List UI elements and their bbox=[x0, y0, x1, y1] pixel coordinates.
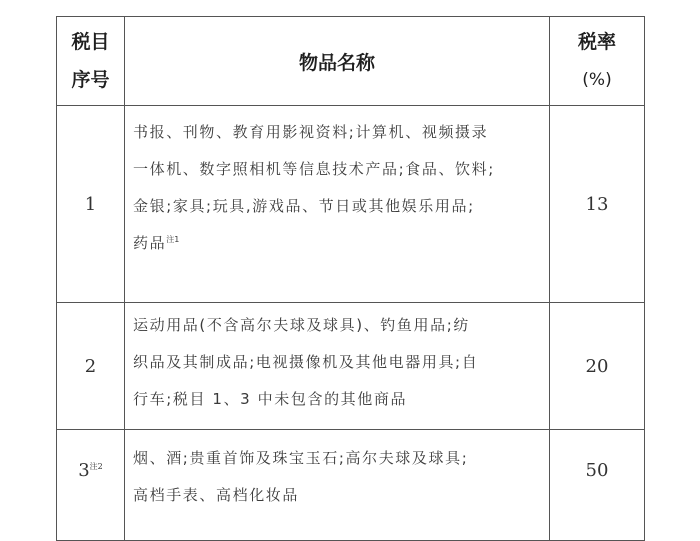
description-line: 高档手表、高档化妆品 bbox=[133, 486, 300, 504]
description-line-last bbox=[133, 225, 541, 262]
row-rate-cell bbox=[550, 106, 645, 303]
row-description-cell bbox=[125, 430, 550, 541]
row-rate: 13 bbox=[585, 193, 609, 215]
description-line: 织品及其制成品;电视摄像机及其他电器用具;自 bbox=[133, 353, 479, 371]
row-rate-cell bbox=[550, 303, 645, 430]
row-number: 2 bbox=[84, 355, 97, 377]
description-line: 书报、刊物、教育用影视资料;计算机、视频摄录 bbox=[133, 123, 489, 141]
table-header-row bbox=[57, 17, 645, 106]
row-rate: 50 bbox=[585, 460, 609, 481]
row-rate: 20 bbox=[585, 355, 609, 377]
table-row bbox=[57, 106, 645, 303]
header-number-line2: 序号 bbox=[71, 69, 110, 91]
description-line-text: 药品 bbox=[133, 234, 167, 252]
row-number-cell bbox=[57, 106, 125, 303]
description-line: 金银;家具;玩具,游戏品、节日或其他娱乐用品; bbox=[133, 197, 475, 215]
table-row bbox=[57, 303, 645, 430]
header-name-label: 物品名称 bbox=[298, 51, 375, 74]
table-row bbox=[57, 430, 645, 541]
header-number-cell bbox=[57, 17, 125, 106]
header-rate-unit: (%) bbox=[582, 70, 612, 90]
header-number-line1: 税目 bbox=[71, 31, 110, 53]
tariff-table bbox=[56, 16, 645, 541]
row-number-cell bbox=[57, 430, 125, 541]
footnote-mark: 注1 bbox=[166, 235, 180, 244]
row-description-cell bbox=[125, 106, 550, 303]
row-number: 1 bbox=[84, 193, 97, 215]
row-description-cell bbox=[125, 303, 550, 430]
description-line: 烟、酒;贵重首饰及珠宝玉石;高尔夫球及球具; bbox=[133, 449, 469, 467]
header-rate-line1: 税率 bbox=[577, 31, 616, 53]
description-line: 一体机、数字照相机等信息技术产品;食品、饮料; bbox=[133, 160, 495, 178]
footnote-mark: 注2 bbox=[89, 462, 103, 471]
description-line: 行车;税目 1、3 中未包含的其他商品 bbox=[133, 390, 408, 408]
row-rate-cell bbox=[550, 430, 645, 541]
description-line: 运动用品(不含高尔夫球及球具)、钓鱼用品;纺 bbox=[133, 316, 470, 334]
row-number: 3 bbox=[78, 460, 90, 481]
header-rate-cell bbox=[550, 17, 645, 106]
row-number-cell bbox=[57, 303, 125, 430]
header-name-cell bbox=[125, 17, 550, 106]
